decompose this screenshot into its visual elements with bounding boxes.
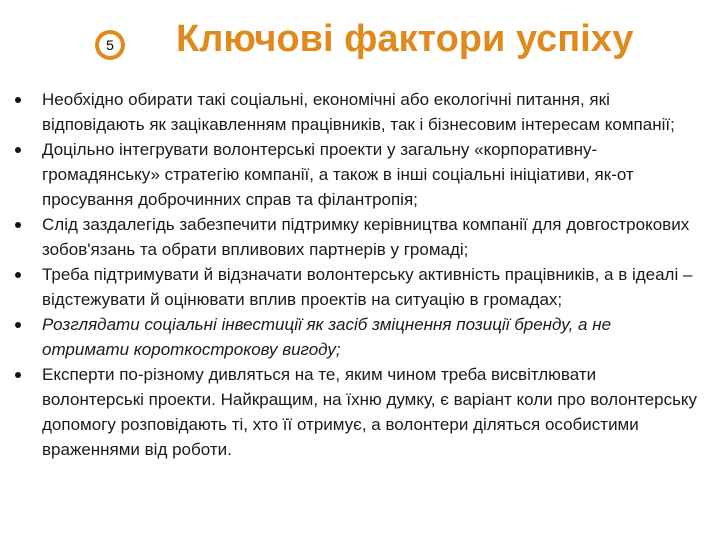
bullet-item — [0, 137, 720, 212]
slide-title: Ключові фактори успіху — [176, 18, 634, 60]
bullet-icon — [15, 222, 21, 228]
slide-number: 5 — [99, 34, 121, 56]
bullet-text: Треба підтримувати й відзначати волонтерську активність працівників, а в ідеалі – відстежувати й оцінювати вплив проектів на ситуацію в громадах; — [42, 265, 693, 309]
bullet-icon — [15, 372, 21, 378]
bullet-list — [0, 87, 720, 462]
bullet-icon — [15, 97, 21, 103]
bullet-item — [0, 312, 720, 362]
bullet-item — [0, 262, 720, 312]
bullet-icon — [15, 272, 21, 278]
bullet-item — [0, 362, 720, 462]
bullet-item — [0, 87, 720, 137]
bullet-text: Розглядати соціальні інвестиції як засіб зміцнення позиції бренду, а не отримати короткострокову вигоду; — [42, 315, 612, 359]
bullet-text: Експерти по-різному дивляться на те, яким чином треба висвітлювати волонтерські проекти. Найкращим, на їхню думку, є варіант коли про волонтерську допомогу розповідають ті, хто її отримує, а волонтери діляться особистими враженнями від роботи. — [42, 365, 698, 459]
slide-number-badge — [95, 30, 125, 60]
bullet-icon — [15, 322, 21, 328]
bullet-item — [0, 212, 720, 262]
bullet-text: Доцільно інтегрувати волонтерські проекти у загальну «корпоративну-громадянську» стратегію компанії, а також в інші соціальні ініціативи, як-от просування доброчинних справ та філантропія; — [42, 140, 634, 209]
bullet-icon — [15, 147, 21, 153]
bullet-text: Необхідно обирати такі соціальні, економічні або екологічні питання, які відповідають як зацікавленням працівників, так і бізнесовим інтересам компанії; — [42, 90, 675, 134]
bullet-text: Слід заздалегідь забезпечити підтримку керівництва компанії для довгострокових зобов'язань та обрати впливових партнерів у громаді; — [42, 215, 690, 259]
